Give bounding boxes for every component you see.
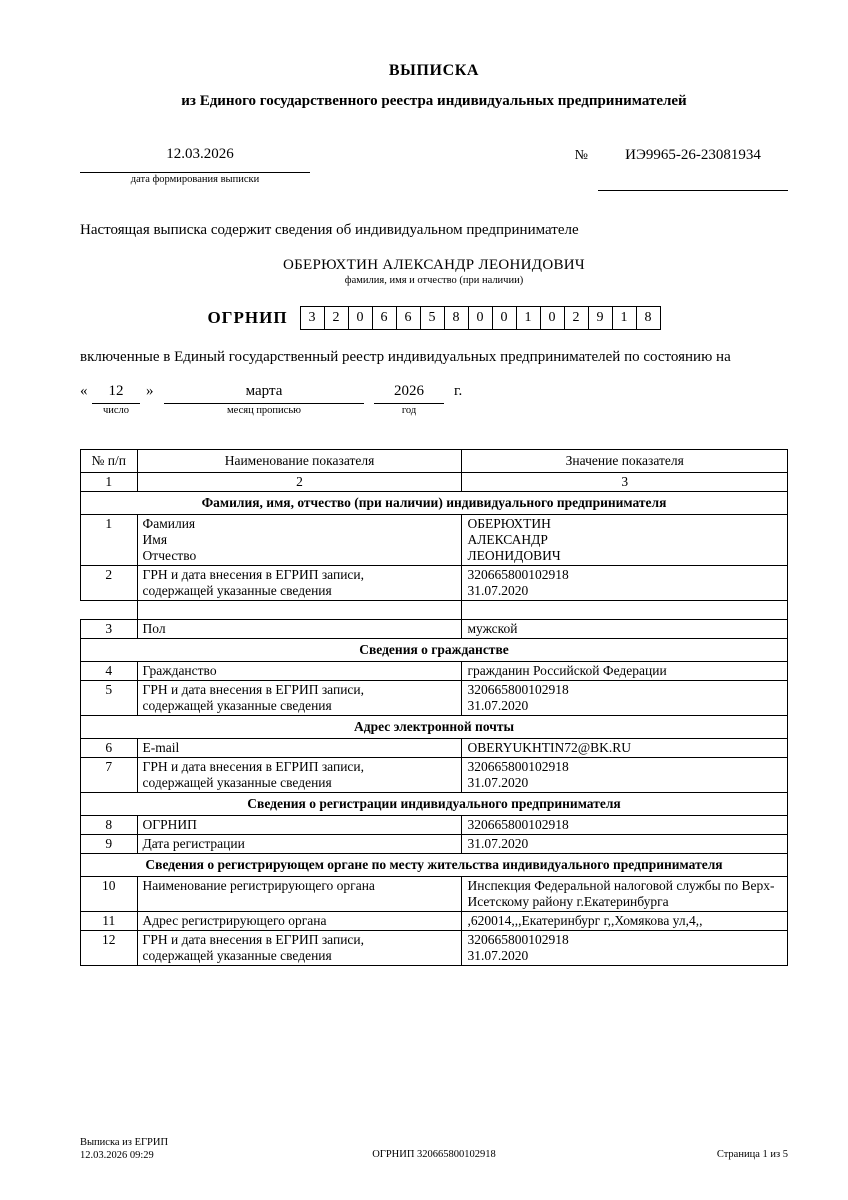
- ogrnip-digit: 8: [445, 307, 469, 329]
- table-row: [81, 681, 788, 716]
- table-section-row: [81, 793, 788, 816]
- table-row: [81, 515, 788, 566]
- table-colnum-cell: 2: [137, 473, 462, 492]
- table-row: [81, 758, 788, 793]
- intro-text: Настоящая выписка содержит сведения об индивидуальном предпринимателе: [80, 222, 579, 238]
- date-year-caption: год: [401, 405, 417, 416]
- table-section-row: [81, 639, 788, 662]
- table-section-row: [81, 716, 788, 739]
- table-row-number: 11: [81, 912, 138, 931]
- date-year-suffix: г.: [454, 383, 463, 399]
- document-title: ВЫПИСКА: [388, 62, 480, 79]
- entrepreneur-fio-block: [80, 257, 788, 286]
- table-spacer-cell: [462, 601, 788, 620]
- table-row-value: ,620014,,,Екатеринбург г,,Хомякова ул,4,,: [462, 912, 788, 931]
- table-row-value: OBERYUKHTIN72@BK.RU: [462, 739, 788, 758]
- table-colnum-cell: 3: [462, 473, 788, 492]
- table-row-name: ГРН и дата внесения в ЕГРИП записи, содержащей указанные сведения: [137, 931, 462, 966]
- footer-doc-kind: Выписка из ЕГРИП: [80, 1137, 169, 1148]
- ogrnip-digit: 6: [397, 307, 421, 329]
- table-row-value: Инспекция Федеральной налоговой службы по Верх-Исетскому району г.Екатеринбурга: [462, 877, 788, 912]
- table-header-row: [81, 450, 788, 473]
- table-row: [81, 931, 788, 966]
- date-year-rule: [374, 403, 444, 404]
- date-month: марта: [245, 383, 283, 399]
- ogrnip-digit: 2: [565, 307, 589, 329]
- ogrnip-digit: 8: [644, 310, 652, 325]
- table-section-title: Фамилия, имя, отчество (при наличии) индивидуального предпринимателя: [81, 492, 788, 515]
- page-content: [80, 0, 788, 1200]
- document-number-rule: [598, 190, 788, 191]
- table-row-value: 320665800102918 31.07.2020: [462, 566, 788, 601]
- table-row-number: 1: [81, 515, 138, 566]
- ogrnip-digit: 0: [469, 307, 493, 329]
- table-row-name: Дата регистрации: [137, 835, 462, 854]
- formation-date-caption: дата формирования выписки: [130, 174, 260, 185]
- document-meta-row: [80, 146, 788, 200]
- table-spacer-cell: [81, 601, 138, 620]
- table-colnum-row: [81, 473, 788, 492]
- table-row-number: 4: [81, 662, 138, 681]
- ogrnip-digit: 3: [301, 307, 325, 329]
- footer-timestamp: 12.03.2026 09:29: [80, 1150, 154, 1161]
- table-row: [81, 620, 788, 639]
- footer-pagination: Страница 1 из 5: [716, 1149, 788, 1160]
- formation-date: 12.03.2026: [166, 146, 234, 162]
- ogrnip-digit: 0: [493, 307, 517, 329]
- table-colnum-cell: 1: [81, 473, 138, 492]
- table-row-value: 320665800102918 31.07.2020: [462, 931, 788, 966]
- table-row-name: Наименование регистрирующего органа: [137, 877, 462, 912]
- table-section-title: Сведения о регистрации индивидуального предпринимателя: [81, 793, 788, 816]
- table-row: [81, 566, 788, 601]
- ogrnip-digit: 5: [421, 307, 445, 329]
- ogrnip-digit: 0: [349, 307, 373, 329]
- ogrnip-label: ОГРНИП: [207, 308, 288, 327]
- table-row-number: 9: [81, 835, 138, 854]
- table-row-name: ГРН и дата внесения в ЕГРИП записи, содержащей указанные сведения: [137, 566, 462, 601]
- quote-close: »: [146, 383, 154, 399]
- table-row-name: E-mail: [137, 739, 462, 758]
- document-subtitle: из Единого государственного реестра индивидуальных предпринимателей: [181, 93, 687, 109]
- ogrnip-digit: 1: [517, 307, 541, 329]
- date-year: 2026: [394, 383, 424, 399]
- ogrnip-digit-boxes: [300, 306, 661, 330]
- page-footer: [80, 1136, 788, 1162]
- ogrnip-digit: 1: [613, 307, 637, 329]
- table-row-number: 2: [81, 566, 138, 601]
- registry-table: [80, 449, 788, 966]
- entrepreneur-fio-caption: фамилия, имя и отчество (при наличии): [344, 275, 524, 286]
- table-section-row: [81, 854, 788, 877]
- table-row-value: 31.07.2020: [462, 835, 788, 854]
- table-row-value: 320665800102918 31.07.2020: [462, 681, 788, 716]
- date-in-words: [80, 383, 788, 423]
- table-spacer-cell: [137, 601, 462, 620]
- table-header-cell: № п/п: [81, 450, 138, 473]
- document-number-label: №: [574, 148, 588, 163]
- table-row-name: ОГРНИП: [137, 816, 462, 835]
- table-row-name: Фамилия Имя Отчество: [137, 515, 462, 566]
- table-row-name: ГРН и дата внесения в ЕГРИП записи, содержащей указанные сведения: [137, 681, 462, 716]
- date-day: 12: [108, 383, 124, 399]
- table-row-number: 3: [81, 620, 138, 639]
- table-header-cell: Значение показателя: [462, 450, 788, 473]
- table-row-number: 7: [81, 758, 138, 793]
- table-row: [81, 662, 788, 681]
- table-section-row: [81, 492, 788, 515]
- table-row-name: Гражданство: [137, 662, 462, 681]
- ogrnip-digit: 0: [541, 307, 565, 329]
- ogrnip-digit: 2: [325, 307, 349, 329]
- table-row-number: 8: [81, 816, 138, 835]
- table-spacer-row: [81, 601, 788, 620]
- table-row-number: 10: [81, 877, 138, 912]
- table-row-value: 320665800102918 31.07.2020: [462, 758, 788, 793]
- formation-date-rule: [80, 172, 310, 173]
- table-row-number: 6: [81, 739, 138, 758]
- ogrnip-row: [80, 306, 788, 330]
- footer-ogrnip: ОГРНИП 320665800102918: [372, 1149, 496, 1160]
- table-section-title: Сведения о гражданстве: [81, 639, 788, 662]
- table-section-title: Адрес электронной почты: [81, 716, 788, 739]
- table-section-title: Сведения о регистрирующем органе по месту жительства индивидуального предпринимателя: [81, 854, 788, 877]
- table-row-number: 12: [81, 931, 138, 966]
- table-row-name: Адрес регистрирующего органа: [137, 912, 462, 931]
- table-row-value: 320665800102918: [462, 816, 788, 835]
- quote-open: «: [80, 383, 88, 399]
- table-row: [81, 816, 788, 835]
- table-row: [81, 835, 788, 854]
- table-row: [81, 739, 788, 758]
- date-month-rule: [164, 403, 364, 404]
- date-month-caption: месяц прописью: [227, 405, 301, 416]
- ogrnip-digit: 9: [589, 307, 613, 329]
- table-row-value: ОБЕРЮХТИН АЛЕКСАНДР ЛЕОНИДОВИЧ: [462, 515, 788, 566]
- table-row: [81, 877, 788, 912]
- table-header-cell: Наименование показателя: [137, 450, 462, 473]
- table-row-name: ГРН и дата внесения в ЕГРИП записи, содержащей указанные сведения: [137, 758, 462, 793]
- table-row: [81, 912, 788, 931]
- document-number-value: ИЭ9965-26-23081934: [625, 147, 761, 163]
- table-row-value: мужской: [462, 620, 788, 639]
- ogrnip-digit: 6: [373, 307, 397, 329]
- entrepreneur-fio: ОБЕРЮХТИН АЛЕКСАНДР ЛЕОНИДОВИЧ: [283, 257, 585, 273]
- date-day-caption: число: [102, 405, 130, 416]
- included-text: включенные в Единый государственный реестр индивидуальных предпринимателей по состоянию на: [80, 349, 731, 365]
- table-row-name: Пол: [137, 620, 462, 639]
- table-row-value: гражданин Российской Федерации: [462, 662, 788, 681]
- date-day-rule: [92, 403, 140, 404]
- table-row-number: 5: [81, 681, 138, 716]
